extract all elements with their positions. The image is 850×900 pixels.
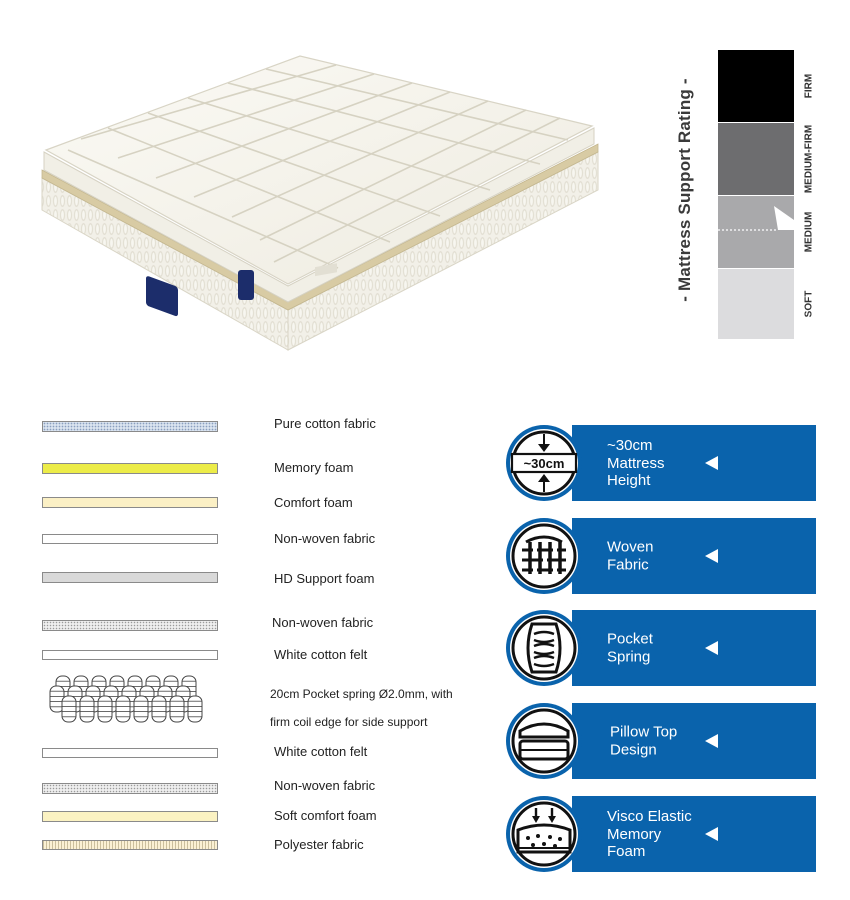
height-30cm-icon bbox=[506, 425, 582, 501]
layer-swatch-white-cotton-felt-2 bbox=[42, 748, 218, 758]
spring-coil bbox=[170, 696, 184, 722]
rating-selected-marker bbox=[718, 196, 794, 268]
layer-label: White cotton felt bbox=[274, 647, 368, 662]
spring-coil bbox=[98, 696, 112, 722]
feature-mattress-height bbox=[506, 425, 816, 501]
rating-block-medium-firm bbox=[718, 123, 794, 195]
rating-block-soft bbox=[718, 269, 794, 339]
woven-fabric-icon bbox=[506, 518, 582, 594]
layer-swatch-pure-cotton-fabric bbox=[42, 421, 218, 432]
layer-swatch-white-cotton-felt bbox=[42, 650, 218, 660]
pocket-spring-coils bbox=[44, 672, 224, 728]
feature-woven-fabric bbox=[506, 518, 816, 594]
spring-coil bbox=[152, 696, 166, 722]
feature-text: Woven Fabric bbox=[607, 538, 654, 573]
layer-label: firm coil edge for side support bbox=[270, 715, 428, 729]
layer-swatch-non-woven-fabric-2 bbox=[42, 620, 218, 631]
rating-label-medium: MEDIUM bbox=[803, 211, 815, 253]
layer-label: Pure cotton fabric bbox=[274, 416, 376, 431]
rating-label-soft: SOFT bbox=[803, 290, 815, 318]
layer-label: Comfort foam bbox=[274, 495, 353, 510]
layer-label: 20cm Pocket spring Ø2.0mm, with bbox=[270, 687, 453, 701]
spring-coil bbox=[116, 696, 130, 722]
arrow-left-icon bbox=[705, 641, 718, 655]
arrow-left-icon bbox=[705, 456, 718, 470]
layer-label: Non-woven fabric bbox=[274, 531, 376, 546]
layer-label: White cotton felt bbox=[274, 744, 368, 759]
feature-text: Visco Elastic Memory Foam bbox=[607, 807, 692, 860]
layer-label: Soft comfort foam bbox=[274, 808, 377, 823]
arrow-left-icon bbox=[705, 734, 718, 748]
layer-swatch-non-woven-fabric-3 bbox=[42, 783, 218, 794]
rating-label-medium-firm: MEDIUM-FIRM bbox=[803, 124, 815, 194]
feature-text: Pillow Top Design bbox=[610, 723, 678, 758]
rating-label-firm: FIRM bbox=[803, 73, 815, 99]
support-rating-title: - Mattress Support Rating - bbox=[675, 78, 694, 302]
feature-text: Pocket Spring bbox=[607, 630, 653, 665]
mattress-illustration bbox=[38, 40, 618, 360]
layer-label: HD Support foam bbox=[274, 571, 375, 586]
feature-visco-elastic bbox=[506, 796, 816, 872]
layer-swatch-non-woven-fabric bbox=[42, 534, 218, 544]
layer-swatch-soft-comfort-foam bbox=[42, 811, 218, 822]
layer-label: Polyester fabric bbox=[274, 837, 364, 852]
layer-swatch-memory-foam bbox=[42, 463, 218, 474]
layer-swatch-polyester-fabric bbox=[42, 840, 218, 850]
spring-coil bbox=[134, 696, 148, 722]
feature-pocket-spring bbox=[506, 610, 816, 686]
feature-text: ~30cm Mattress Height bbox=[607, 436, 665, 489]
svg-text:~30cm: ~30cm bbox=[523, 456, 565, 471]
layer-label: Non-woven fabric bbox=[272, 615, 374, 630]
pillow-top-icon bbox=[506, 703, 582, 779]
layer-swatch-hd-support-foam bbox=[42, 572, 218, 583]
visco-elastic-icon bbox=[506, 796, 582, 872]
layer-label: Memory foam bbox=[274, 460, 354, 475]
arrow-left-icon bbox=[705, 827, 718, 841]
arrow-left-icon bbox=[705, 549, 718, 563]
pocket-spring-icon bbox=[506, 610, 582, 686]
feature-pillow-top bbox=[506, 703, 816, 779]
rating-block-firm bbox=[718, 50, 794, 122]
layer-label: Non-woven fabric bbox=[274, 778, 376, 793]
spring-coil bbox=[188, 696, 202, 722]
spring-coil bbox=[62, 696, 76, 722]
spring-coil bbox=[80, 696, 94, 722]
layer-swatch-comfort-foam bbox=[42, 497, 218, 508]
